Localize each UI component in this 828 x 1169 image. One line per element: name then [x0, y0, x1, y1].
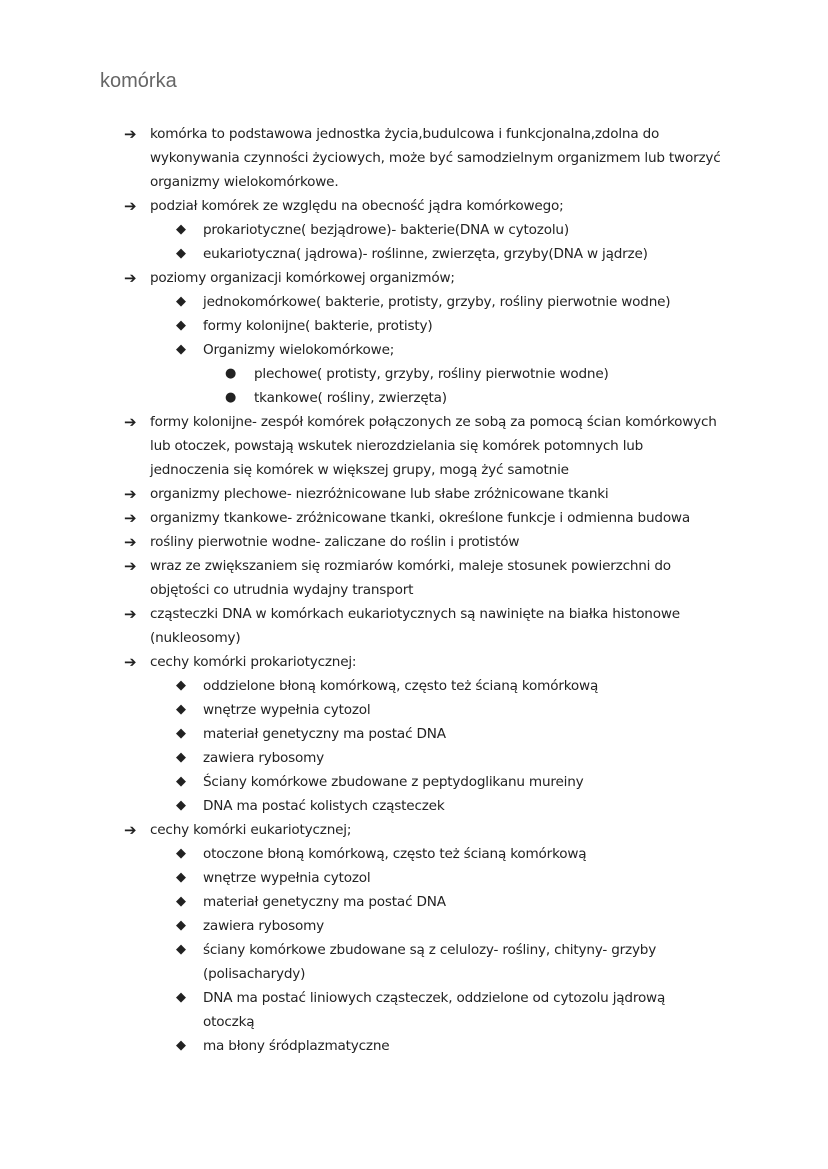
list-item-text: materiał genetyczny ma postać DNA — [203, 726, 446, 742]
list-item — [0, 362, 828, 386]
list-item-text: Ściany komórkowe zbudowane z peptydoglikanu mureiny — [203, 774, 584, 790]
list-item-text: plechowe( protisty, grzyby, rośliny pierwotnie wodne) — [254, 366, 609, 382]
diamond-bullet-icon: ◆ — [176, 942, 186, 957]
list-item-text: Organizmy wielokomórkowe; — [203, 342, 395, 358]
list-item — [0, 602, 828, 650]
list-item-text: prokariotyczne( bezjądrowe)- bakterie(DNA w cytozolu) — [203, 222, 569, 238]
list-item-text: ściany komórkowe zbudowane są z celulozy- rośliny, chityny- grzyby — [203, 942, 657, 958]
list-item-text: formy kolonijne( bakterie, protisty) — [203, 318, 433, 334]
arrow-bullet-icon: ➔ — [124, 653, 137, 671]
list-item — [0, 650, 828, 674]
arrow-bullet-icon: ➔ — [124, 605, 137, 623]
diamond-bullet-icon: ◆ — [176, 678, 186, 693]
list-item — [0, 842, 828, 866]
list-item — [0, 242, 828, 266]
list-item — [0, 746, 828, 770]
list-item — [0, 722, 828, 746]
list-item-text: rośliny pierwotnie wodne- zaliczane do roślin i protistów — [150, 534, 520, 550]
list-item — [0, 410, 828, 482]
list-item-text: cząsteczki DNA w komórkach eukariotycznych są nawinięte na białka histonowe — [150, 606, 680, 622]
dot-bullet-icon: ● — [225, 366, 237, 381]
list-item-text: lub otoczek, powstają wskutek nierozdzielania się komórek potomnych lub — [150, 438, 644, 454]
diamond-bullet-icon: ◆ — [176, 870, 186, 885]
list-item — [0, 770, 828, 794]
diamond-bullet-icon: ◆ — [176, 222, 186, 237]
arrow-bullet-icon: ➔ — [124, 557, 137, 575]
diamond-bullet-icon: ◆ — [176, 750, 186, 765]
diamond-bullet-icon: ◆ — [176, 774, 186, 789]
list-item-text: DNA ma postać liniowych cząsteczek, oddzielone od cytozolu jądrową — [203, 990, 666, 1006]
list-item — [0, 338, 828, 362]
list-item-text: formy kolonijne- zespół komórek połączonych ze sobą za pomocą ścian komórkowych — [150, 414, 717, 430]
list-item-text: wnętrze wypełnia cytozol — [203, 702, 371, 718]
arrow-bullet-icon: ➔ — [124, 509, 137, 527]
arrow-bullet-icon: ➔ — [124, 125, 137, 143]
arrow-bullet-icon: ➔ — [124, 413, 137, 431]
list-item-text: wnętrze wypełnia cytozol — [203, 870, 371, 886]
list-item-text: wraz ze zwiększaniem się rozmiarów komórki, maleje stosunek powierzchni do — [150, 558, 671, 574]
list-item-text: ma błony śródplazmatyczne — [203, 1038, 390, 1054]
diamond-bullet-icon: ◆ — [176, 294, 186, 309]
list-item — [0, 194, 828, 218]
list-item-text: organizmy wielokomórkowe. — [150, 174, 339, 190]
diamond-bullet-icon: ◆ — [176, 894, 186, 909]
list-item — [0, 290, 828, 314]
list-item — [0, 218, 828, 242]
diamond-bullet-icon: ◆ — [176, 318, 186, 333]
list-item — [0, 122, 828, 194]
list-item-text: jednoczenia się komórek w większej grupy, mogą żyć samotnie — [150, 462, 569, 478]
document-title: komórka — [100, 70, 177, 92]
list-item-text: wykonywania czynności życiowych, może być samodzielnym organizmem lub tworzyć — [150, 150, 721, 166]
list-item-text: organizmy plechowe- niezróżnicowane lub słabe zróżnicowane tkanki — [150, 486, 609, 502]
list-item-text: otoczką — [203, 1014, 255, 1030]
list-item-text: objętości co utrudnia wydajny transport — [150, 582, 414, 598]
arrow-bullet-icon: ➔ — [124, 485, 137, 503]
list-item-text: oddzielone błoną komórkową, często też ścianą komórkową — [203, 678, 599, 694]
arrow-bullet-icon: ➔ — [124, 269, 137, 287]
diamond-bullet-icon: ◆ — [176, 1038, 186, 1053]
list-item — [0, 530, 828, 554]
list-item-text: otoczone błoną komórkową, często też ścianą komórkową — [203, 846, 587, 862]
list-item — [0, 554, 828, 602]
list-item — [0, 506, 828, 530]
diamond-bullet-icon: ◆ — [176, 846, 186, 861]
list-item-text: (polisacharydy) — [203, 966, 306, 982]
list-item-text: jednokomórkowe( bakterie, protisty, grzyby, rośliny pierwotnie wodne) — [203, 294, 671, 310]
list-item-text: materiał genetyczny ma postać DNA — [203, 894, 446, 910]
arrow-bullet-icon: ➔ — [124, 533, 137, 551]
list-item-text: cechy komórki eukariotycznej; — [150, 822, 352, 838]
list-item — [0, 482, 828, 506]
list-item — [0, 674, 828, 698]
diamond-bullet-icon: ◆ — [176, 702, 186, 717]
list-item — [0, 314, 828, 338]
dot-bullet-icon: ● — [225, 390, 237, 405]
bullet-list — [0, 122, 828, 1058]
list-item — [0, 818, 828, 842]
list-item-text: komórka to podstawowa jednostka życia,budulcowa i funkcjonalna,zdolna do — [150, 126, 660, 142]
list-item — [0, 266, 828, 290]
diamond-bullet-icon: ◆ — [176, 246, 186, 261]
list-item-text: (nukleosomy) — [150, 630, 241, 646]
list-item — [0, 866, 828, 890]
list-item-text: zawiera rybosomy — [203, 750, 325, 766]
diamond-bullet-icon: ◆ — [176, 798, 186, 813]
diamond-bullet-icon: ◆ — [176, 342, 186, 357]
list-item — [0, 914, 828, 938]
list-item-text: tkankowe( rośliny, zwierzęta) — [254, 390, 447, 406]
list-item-text: eukariotyczna( jądrowa)- roślinne, zwierzęta, grzyby(DNA w jądrze) — [203, 246, 648, 262]
arrow-bullet-icon: ➔ — [124, 821, 137, 839]
list-item-text: zawiera rybosomy — [203, 918, 325, 934]
list-item — [0, 386, 828, 410]
list-item — [0, 1034, 828, 1058]
list-item — [0, 986, 828, 1034]
diamond-bullet-icon: ◆ — [176, 918, 186, 933]
list-item-text: DNA ma postać kolistych cząsteczek — [203, 798, 445, 814]
list-item-text: cechy komórki prokariotycznej: — [150, 654, 357, 670]
list-item — [0, 890, 828, 914]
list-item — [0, 794, 828, 818]
list-item — [0, 938, 828, 986]
arrow-bullet-icon: ➔ — [124, 197, 137, 215]
diamond-bullet-icon: ◆ — [176, 726, 186, 741]
diamond-bullet-icon: ◆ — [176, 990, 186, 1005]
list-item — [0, 698, 828, 722]
list-item-text: organizmy tkankowe- zróżnicowane tkanki, określone funkcje i odmienna budowa — [150, 510, 690, 526]
list-item-text: podział komórek ze względu na obecność jądra komórkowego; — [150, 198, 564, 214]
list-item-text: poziomy organizacji komórkowej organizmów; — [150, 270, 455, 286]
